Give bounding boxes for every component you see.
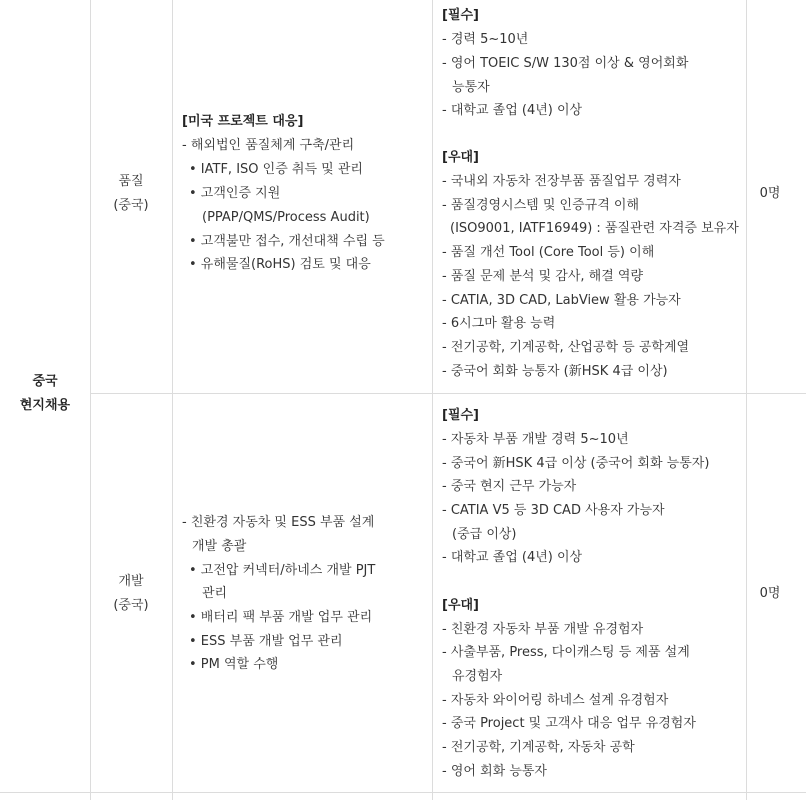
qualification-heading: [필수] [442,408,479,423]
qualification-line: (ISO9001, IATF16949) : 품질관련 자격증 보유자 [450,221,739,236]
qualification-line: - 중국 현지 근무 가능자 [442,479,577,494]
duty-line: - 해외법인 품질체계 구축/관리 [182,138,355,153]
qualification-line: - CATIA, 3D CAD, LabView 활용 가능자 [442,293,681,308]
qualification-line: - 중국어 회화 능통자 (新HSK 4급 이상) [442,364,668,379]
qualification-heading: [필수] [442,8,479,23]
qualification-line: - 품질 개선 Tool (Core Tool 등) 이해 [442,245,655,260]
field-location: (중국) [113,197,149,213]
group-line-2: 현지채용 [19,397,71,413]
qualification-line: - 6시그마 활용 능력 [442,316,556,331]
headcount: 0명 [759,186,781,201]
duty-line: [미국 프로젝트 대응] [182,114,304,129]
duty-line: • IATF, ISO 인증 취득 및 관리 [189,162,363,177]
qualification-line: 능통자 [452,80,490,95]
qualification-heading: [우대] [442,598,479,613]
qualification-line: - 대학교 졸업 (4년) 이상 [442,103,583,118]
qualification-line: (중급 이상) [452,527,517,542]
qualification-line: - 영어 TOEIC S/W 130점 이상 & 영어회화 [442,56,689,71]
qualification-line: 유경험자 [452,669,503,684]
qualification-line: - 품질 문제 분석 및 감사, 해결 역량 [442,269,644,284]
qualification-line: - 자동차 와이어링 하네스 설계 유경험자 [442,693,669,708]
duty-line: - 친환경 자동차 및 ESS 부품 설계 [182,515,375,530]
qualification-line: - 전기공학, 기계공학, 자동차 공학 [442,740,635,755]
duty-line: • ESS 부품 개발 업무 관리 [189,634,343,649]
field-name: 개발 [118,574,144,589]
group-label [0,370,90,417]
group-line-1: 중국 [32,374,58,389]
duty-line: • 배터리 팩 부품 개발 업무 관리 [189,610,373,625]
duty-line: • 유해물질(RoHS) 검토 및 대응 [189,257,371,272]
duty-line: (PPAP/QMS/Process Audit) [202,210,370,225]
qualification-line: - 중국어 新HSK 4급 이상 (중국어 회화 능통자) [442,456,710,471]
headcount: 0명 [759,586,781,601]
duty-line: 개발 총괄 [192,539,247,554]
qualification-heading: [우대] [442,150,479,165]
field-name: 품질 [118,174,144,189]
duty-line: • 고객불만 접수, 개선대책 수립 등 [189,234,385,249]
qualification-line: - 경력 5~10년 [442,32,529,47]
column-divider [432,0,433,800]
row-divider [0,792,806,793]
qualification-line: - 국내외 자동차 전장부품 품질업무 경력자 [442,174,681,189]
duty-line: • 고객인증 지원 [189,186,281,201]
qualification-line: - 대학교 졸업 (4년) 이상 [442,550,583,565]
duty-line: 관리 [202,586,228,601]
row-divider [90,393,806,394]
qualification-line: - 전기공학, 기계공학, 산업공학 등 공학계열 [442,340,690,355]
qualification-line: - 자동차 부품 개발 경력 5~10년 [442,432,629,447]
qualification-line: - 중국 Project 및 고객사 대응 업무 유경험자 [442,716,696,731]
field-cell-development [90,570,172,617]
duty-line: • 고전압 커넥터/하네스 개발 PJT [189,563,376,578]
column-divider [90,0,91,800]
qualification-line: - 품질경영시스템 및 인증규격 이해 [442,198,640,213]
column-divider [172,0,173,800]
qualification-line: - 친환경 자동차 부품 개발 유경험자 [442,622,644,637]
field-cell-quality [90,170,172,217]
qualification-line: - 영어 회화 능통자 [442,764,547,779]
qualification-line: - 사출부품, Press, 다이캐스팅 등 제품 설계 [442,645,690,660]
field-location: (중국) [113,597,149,613]
column-divider [746,0,747,800]
duty-line: • PM 역할 수행 [189,657,279,672]
qualification-line: - CATIA V5 등 3D CAD 사용자 가능자 [442,503,665,518]
